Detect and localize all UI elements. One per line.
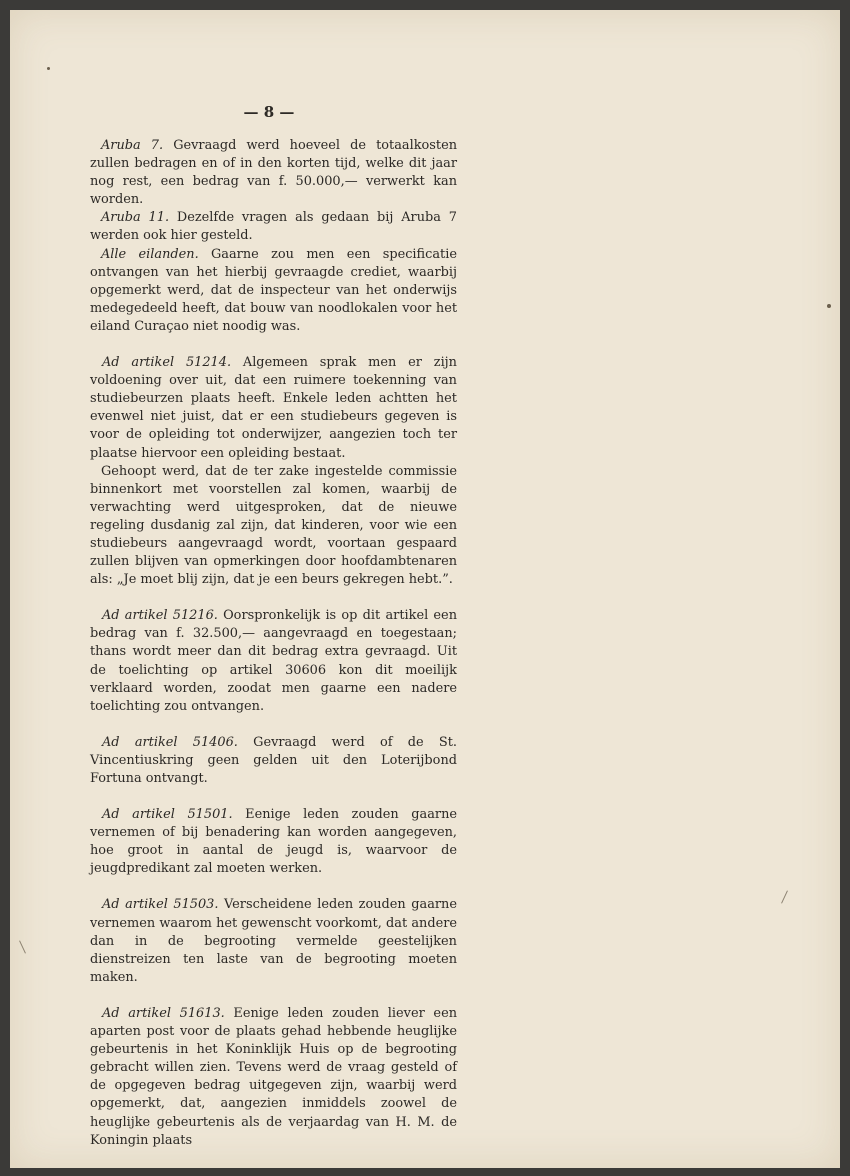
paragraph-ad-artikel-51406 — [90, 734, 457, 788]
paragraph-lead: Ad artikel 51503. — [102, 897, 219, 913]
paragraph-gehoopt — [90, 463, 457, 590]
paragraph-lead: Aruba 11. — [101, 210, 170, 226]
paragraph-text: Eenige leden zouden liever een aparten post voor de plaats gehad hebbende heuglijke gebeurtenis in het Koninklijk Huis op de begrooting gebracht willen zien. Tevens werd de vraag gesteld of de opgegeven bedrag uitgegeven zijn, waarbij werd opgemerkt, dat, aangezien inmiddels zoowel de heuglijke gebeurtenis als de verjaardag van H. M. de Koningin plaats — [90, 1005, 457, 1148]
paragraph-aruba-7 — [90, 137, 457, 209]
paper-mark — [19, 940, 26, 953]
paragraph-text: Gaarne zou men een specificatie ontvangen van het hierbij gevraagde crediet, waarbij opgemerkt werd, dat de inspecteur van het onderwijs medegedeeld heeft, dat bouw van noodlokalen voor het eiland Curaçao niet noodig was. — [90, 246, 457, 334]
paragraph-lead: Alle eilanden. — [101, 246, 199, 262]
paragraph-ad-artikel-51503 — [90, 896, 457, 986]
paragraph-ad-artikel-51216 — [90, 607, 457, 716]
paragraph-lead: Ad artikel 51613. — [102, 1005, 225, 1021]
paragraph-ad-artikel-51214 — [90, 354, 457, 463]
paragraph-lead: Ad artikel 51214. — [102, 355, 232, 371]
paragraph-aruba-11 — [90, 209, 457, 245]
paper-speck — [827, 304, 831, 308]
paragraph-ad-artikel-51501 — [90, 806, 457, 878]
paragraph-text: Verscheidene leden zouden gaarne vernemen waarom het gewenscht voorkomt, dat andere dan in de begrooting vermelde geestelijken dienstreizen ten laste van de begrooting moeten maken. — [90, 897, 457, 985]
paragraph-lead: Ad artikel 51406. — [102, 734, 238, 750]
paragraph-text: Gehoopt werd, dat de ter zake ingestelde commissie binnenkort met voorstellen zal komen, waarbij de verwachting werd uitgesproken, dat de nieuwe regeling dusdanig zal zijn, dat kinderen, voor wie een studiebeurs aangevraagd wordt, voortaan gespaard zullen blijven van opmerkingen door hoofdambtenaren als: „Je moet blij zijn, dat je een beurs gekregen hebt.”. — [90, 463, 457, 588]
body-text — [90, 137, 457, 1150]
page-number: — 8 — — [243, 103, 295, 121]
document-page — [10, 10, 840, 1168]
paragraph-text: Gevraagd werd of de St. Vincentiuskring geen gelden uit den Loterijbond Fortuna ontvangt. — [90, 734, 457, 786]
paragraph-lead: Ad artikel 51216. — [102, 608, 218, 624]
paragraph-text: Algemeen sprak men er zijn voldoening over uit, dat een ruimere toekenning van studiebeurzen plaats heeft. Enkele leden achtten het evenwel niet juist, dat er een studiebeurs gegeven is voor de opleiding tot onderwijzer, aangezien toch ter plaatse hiervoor een opleiding bestaat. — [90, 355, 457, 461]
paper-mark — [781, 890, 788, 903]
paragraph-alle-eilanden — [90, 246, 457, 336]
paper-speck — [47, 67, 50, 70]
paragraph-text: Gevraagd werd hoeveel de totaalkosten zullen bedragen en of in den korten tijd, welke dit jaar nog rest, een bedrag van f. 50.000,— verwerkt kan worden. — [90, 138, 458, 208]
paragraph-text: Dezelfde vragen als gedaan bij Aruba 7 werden ook hier gesteld. — [90, 210, 457, 244]
paragraph-lead: Ad artikel 51501. — [102, 807, 233, 823]
paragraph-lead: Aruba 7. — [101, 138, 164, 153]
paragraph-ad-artikel-51613 — [90, 1005, 457, 1150]
paragraph-text: Oorspronkelijk is op dit artikel een bedrag van f. 32.500,— aangevraagd en toegestaan; thans wordt meer dan dit bedrag extra gevraagd. Uit de toelichting op artikel 30606 kon dit moeilijk verklaard worden, zoodat men gaarne een nadere toelichting zou ontvangen. — [90, 608, 457, 714]
paragraph-text: Eenige leden zouden gaarne vernemen of bij benadering kan worden aangegeven, hoe groot in aantal de jeugd is, waarvoor de jeugdpredikant zal moeten werken. — [90, 807, 457, 877]
